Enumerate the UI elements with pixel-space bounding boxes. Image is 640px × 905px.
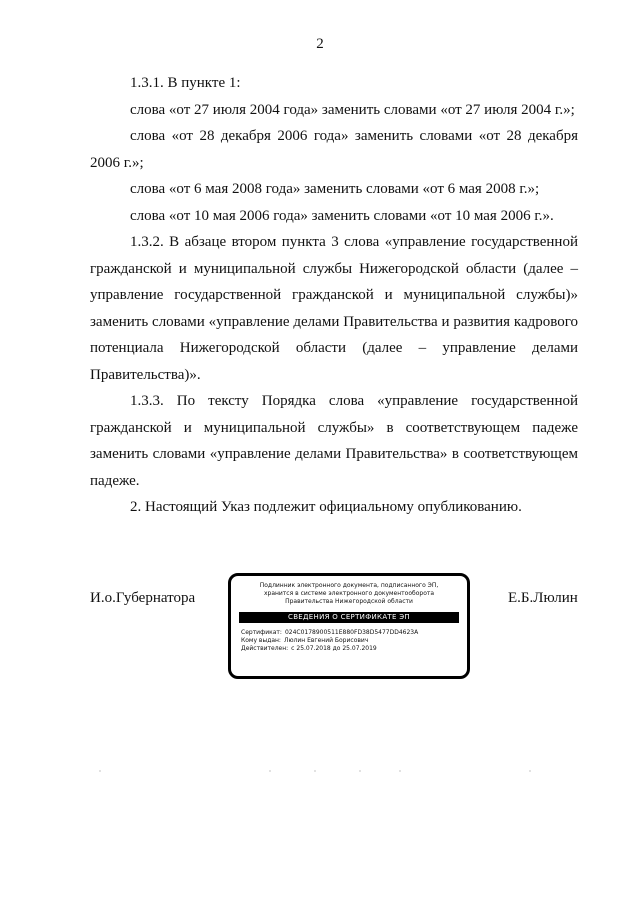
paragraph-2: 2. Настоящий Указ подлежит официальному опубликованию.: [130, 499, 522, 515]
stamp-header-line: Правительства Нижегородской области: [285, 598, 413, 605]
stamp-valid-row: [241, 645, 467, 653]
stamp-header: [231, 582, 467, 606]
stamp-certificate-bar: СВЕДЕНИЯ О СЕРТИФИКАТЕ ЭП: [239, 612, 459, 623]
paragraph-1-3-2: 1.3.2. В абзаце втором пункта 3 слова «управление государственной гражданской и муниципальной службы Нижегородской области (далее – управление государственной гражданской и муниципальной службы)» заменить словами «управление делами Правительства и развития кадрового потенциала Нижегородской области (далее – управление делами Правительства)».: [90, 234, 578, 383]
stamp-header-line: Подлинник электронного документа, подписанного ЭП,: [259, 582, 439, 589]
signatory-name: Е.Б.Люлин: [508, 590, 578, 606]
paragraph-1-3-3: 1.3.3. По тексту Порядка слова «управление государственной гражданской и муниципальной службы» в соответствующем падеже заменить словами «управление делами Правительства» в соответствующем падеже.: [90, 393, 578, 489]
stamp-valid-value: с 25.07.2018 до 25.07.2019: [291, 645, 377, 652]
scan-noise: [60, 770, 580, 772]
page-number: 2: [316, 36, 324, 52]
signatory-title: И.о.Губернатора: [90, 590, 196, 606]
stamp-issued-label: Кому выдан:: [241, 637, 281, 644]
stamp-certificate-row: [241, 629, 467, 637]
paragraph-1-3-1-item-b: слова «от 28 декабря 2006 года» заменить словами «от 28 декабря 2006 г.»;: [90, 128, 578, 171]
electronic-signature-stamp: [228, 573, 470, 679]
paragraph-1-3-1-item-a: слова «от 27 июля 2004 года» заменить словами «от 27 июля 2004 г.»;: [130, 101, 575, 118]
stamp-certificate-value: 024C0178900511E880FD38D5477DD4623A: [284, 629, 419, 636]
stamp-header-line: хранится в системе электронного документооборота: [263, 590, 435, 597]
document-body: [90, 70, 578, 521]
stamp-certificate-label: Сертификат:: [241, 629, 282, 636]
paragraph-1-3-1-item-c: слова «от 6 мая 2008 года» заменить словами «от 6 мая 2008 г.»;: [130, 181, 540, 197]
paragraph-1-3-1-item-d: слова «от 10 мая 2006 года» заменить словами «от 10 мая 2006 г.».: [130, 207, 554, 224]
paragraph-1-3-1-heading: 1.3.1. В пункте 1:: [130, 75, 241, 91]
stamp-issued-value: Люлин Евгений Борисович: [283, 637, 369, 644]
stamp-valid-label: Действителен:: [241, 645, 289, 652]
stamp-issued-row: [241, 637, 467, 645]
